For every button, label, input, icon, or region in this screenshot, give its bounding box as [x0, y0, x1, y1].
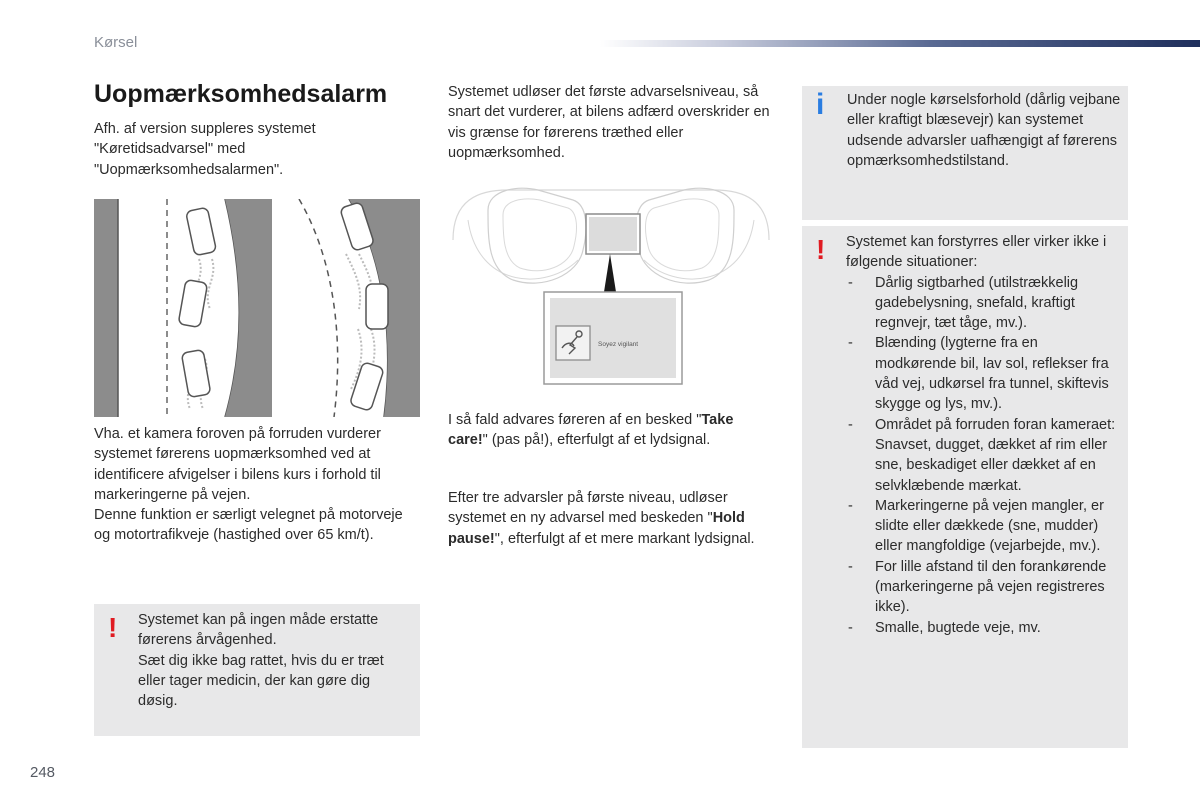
warning-line-2: Sæt dig ikke bag rattet, hvis du er træt eller tager medicin, der kan gøre dig døsig. — [138, 652, 384, 710]
take-care-prefix: I så fald advares føreren af en besked " — [448, 412, 702, 428]
header-bar — [600, 40, 1200, 47]
conditions-text — [846, 232, 1122, 638]
usage-paragraph: Denne funktion er særligt velegnet på motorveje og motortrafikveje (hastighed over 65 km/t). — [94, 507, 403, 544]
instrument-cluster-illustration — [448, 180, 774, 392]
hold-pause-suffix: ", efterfulgt af et mere markant lydsignal. — [494, 530, 755, 547]
list-item: - For lille afstand til den forankørende (markeringerne på vejen registreres ikke). — [846, 557, 1122, 618]
list-item: - Smalle, bugtede veje, mv. — [846, 618, 1122, 638]
info-text: Under nogle kørselsforhold (dårlig vejbane eller kraftigt blæsevejr) kan systemet udsende advarsler uafhængigt af førerens opmærksomhedstilstand. — [847, 92, 1121, 169]
section-title: Kørsel — [94, 34, 138, 51]
camera-description — [94, 424, 414, 546]
first-level-text: Systemet udløser det første advarselsniveau, så snart det vurderer, at bilens adfærd overskrider en vis grænse for førerens træthed eller uopmærksomhed. — [448, 84, 770, 161]
page-number: 248 — [30, 764, 56, 781]
hold-pause-text — [448, 488, 768, 549]
page-title: Uopmærksomhedsalarm — [94, 80, 388, 108]
conditions-intro: Systemet kan forstyrres eller virker ikke i følgende situationer: — [846, 234, 1107, 271]
take-care-suffix: " (pas på!), efterfulgt af et lydsignal. — [482, 432, 711, 449]
list-item: - Dårlig sigtbarhed (utilstrækkelig gadebelysning, snefald, kraftigt regnvejr, tæt tåge, mv.). — [846, 273, 1122, 334]
warning-box-vigilance — [94, 604, 420, 736]
list-item: - Markeringerne på vejen mangler, er slidte eller dækkede (sne, mudder) eller mangfoldige (vejarbejde, mv.). — [846, 496, 1122, 557]
warning-box-conditions — [802, 226, 1128, 748]
lane-drift-illustration — [94, 199, 420, 417]
warning-text — [138, 610, 403, 711]
hold-pause-message: Hold pause! — [448, 510, 745, 547]
warning-line-1: Systemet kan på ingen måde erstatte førerens årvågenhed. — [138, 612, 379, 649]
exclamation-icon: ! — [108, 612, 118, 643]
display-message: Soyez vigilant — [598, 341, 639, 348]
list-item: - Området på forruden foran kameraet: Snavset, dugget, dækket af rim eller sne, beskadiget eller dækket af en selvklæbende mærkat. — [846, 415, 1122, 496]
exclamation-icon: ! — [816, 234, 826, 265]
conditions-list — [846, 273, 1122, 638]
camera-paragraph: Vha. et kamera foroven på forruden vurderer systemet førerens uopmærksomhed ved at identificere afvigelser i bilens kurs i forhold til markeringerne på vejen. — [94, 426, 381, 503]
hold-pause-prefix: Efter tre advarsler på første niveau, udløser systemet en ny advarsel med beskeden " — [448, 490, 728, 527]
info-icon: i — [816, 88, 825, 121]
list-item: - Blænding (lygterne fra en modkørende bil, lav sol, reflekser fra våd vej, udkørsel fra tunnel, skiftevis skygge og lys, mv.). — [846, 333, 1122, 414]
info-box — [802, 86, 1128, 220]
take-care-message: Take care! — [448, 412, 734, 449]
intro-text: Afh. af version suppleres systemet "Køretidsadvarsel" med "Uopmærksomhedsalarmen". — [94, 121, 316, 178]
take-care-text — [448, 410, 768, 451]
